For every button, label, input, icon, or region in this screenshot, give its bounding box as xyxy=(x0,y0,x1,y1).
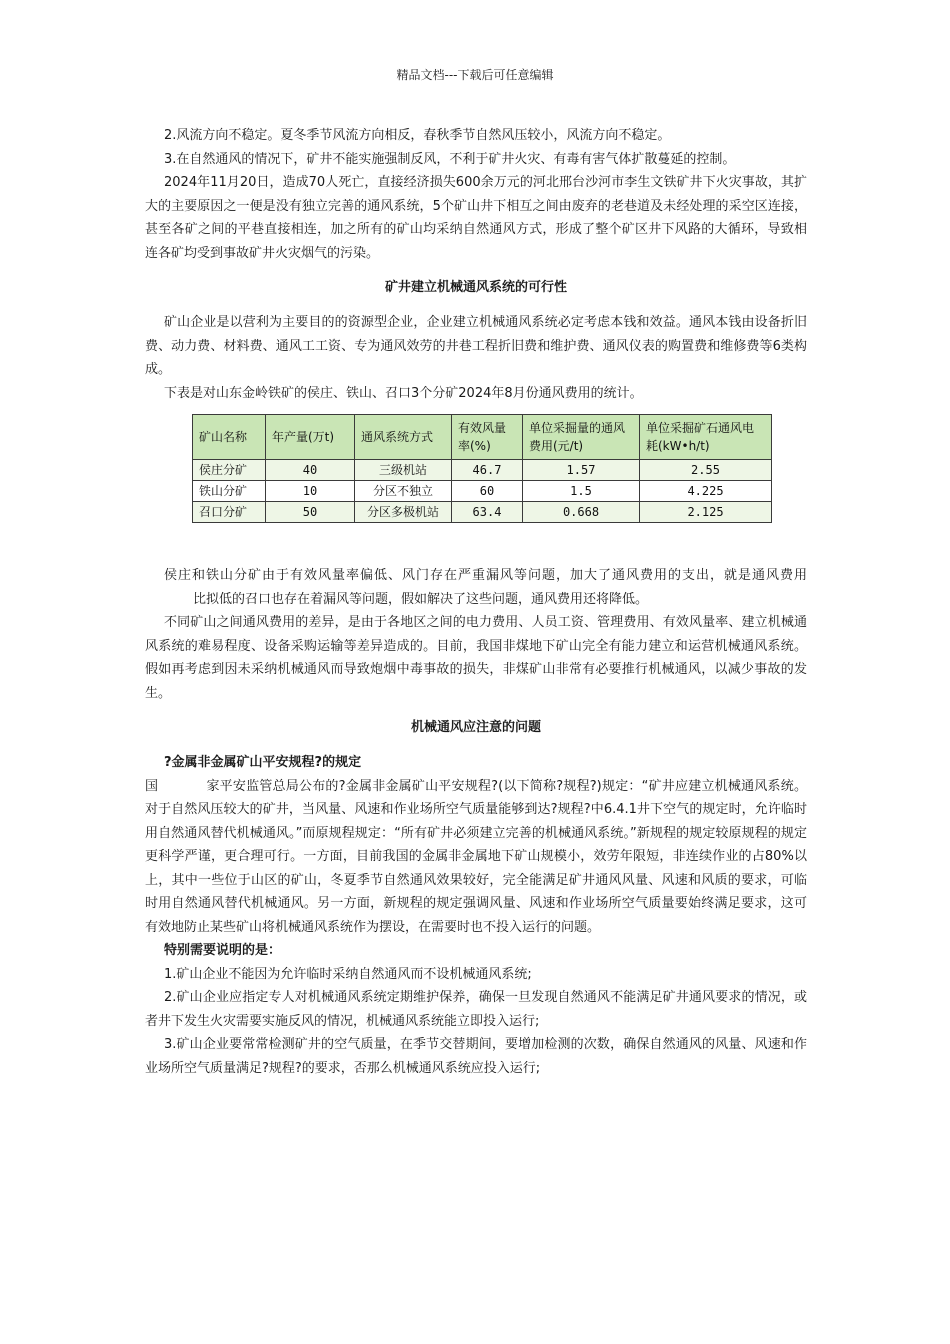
paragraph: 2.矿山企业应指定专人对机械通风系统定期维护保养，确保一旦发现自然通风不能满足矿井通风要求的情况，或者井下发生火灾需要实施反风的情况，机械通风系统能立即投入运行; xyxy=(145,990,807,1029)
table-cell: 50 xyxy=(266,502,355,523)
table-cell: 召口分矿 xyxy=(193,502,266,523)
paragraph: 2.风流方向不稳定。夏冬季节风流方向相反，春秋季节自然风压较小，风流方向不稳定。 xyxy=(164,128,671,143)
table-cell: 1.5 xyxy=(523,481,640,502)
paragraph xyxy=(145,775,807,940)
table-cell: 0.668 xyxy=(523,502,640,523)
cost-table-container xyxy=(192,414,807,523)
table-cell: 1.57 xyxy=(523,460,640,481)
subsection-title: ?金属非金属矿山平安规程?的规定 xyxy=(164,755,362,770)
paragraph-text: 侯庄和铁山分矿由于有效风量率偏低、风门存在严重漏风等问题，加大了通风费用的支出，就是通风费用 xyxy=(164,568,807,583)
column-header: 单位采掘量的通风费用(元/t) xyxy=(523,415,640,460)
column-header: 矿山名称 xyxy=(193,415,266,460)
column-header: 通风系统方式 xyxy=(355,415,452,460)
paragraph: 1.矿山企业不能因为允许临时采纳自然通风而不设机械通风系统; xyxy=(164,966,532,982)
table-cell: 40 xyxy=(266,460,355,481)
paragraph-text: 比拟低的召口也存在着漏风等问题，假如解决了这些问题，通风费用还将降低。 xyxy=(193,591,649,607)
paragraph: 下表是对山东金岭铁矿的侯庄、铁山、召口3个分矿2024年8月份通风费用的统计。 xyxy=(164,385,643,401)
table-cell: 63.4 xyxy=(452,502,523,523)
table-cell: 铁山分矿 xyxy=(193,481,266,502)
table-cell: 分区多极机站 xyxy=(355,502,452,523)
table-row xyxy=(193,502,772,523)
note-title: 特别需要说明的是： xyxy=(164,943,282,958)
document-body xyxy=(145,124,807,1080)
paragraph-text: 家平安监管总局公布的?金属非金属矿山平安规程?(以下简称?规程?)规定：“矿井应建立机械通风系统。对于自然风压较大的矿井，当风量、风速和作业场所空气质量能够到达?规程?中6.4.1井下空气的规定时，允许临时用自然通风替代机械通风。”而原规程规定：“所有矿井必须建立完善的机械通风系统。”新规程的规定较原规程的规定更科学严谨，更合理可行。一方面，目前我国的金属非金属地下矿山规模小，效劳年限短，非连续作业的占80%以上，其中一些位于山区的矿山，冬夏季节自然通风效果较好，完全能满足矿井通风风量、风速和风质的要求，可临时用自然通风替代机械通风。另一方面，新规程的规定强调风量、风速和作业场所空气质量要始终满足要求，这可有效地防止某些矿山将机械通风系统作为摆设，在需要时也不投入运行的问题。 xyxy=(145,778,807,935)
table-cell: 2.125 xyxy=(640,502,772,523)
table-row xyxy=(193,481,772,502)
table-header-row xyxy=(193,415,772,460)
paragraph-text: 国 xyxy=(145,778,159,794)
table-cell: 2.55 xyxy=(640,460,772,481)
paragraph: 3.在自然通风的情况下，矿井不能实施强制反风，不利于矿井火灾、有毒有害气体扩散蔓延的控制。 xyxy=(164,151,736,167)
section-title: 矿井建立机械通风系统的可行性 xyxy=(384,280,567,295)
paragraph xyxy=(145,564,807,611)
paragraph: 3.矿山企业要常常检测矿井的空气质量，在季节交替期间，要增加检测的次数，确保自然通风的风量、风速和作业场所空气质量满足?规程?的要求，否那么机械通风系统应投入运行; xyxy=(145,1037,807,1076)
column-header: 年产量(万t) xyxy=(266,415,355,460)
table-cell: 三级机站 xyxy=(355,460,452,481)
table-cell: 10 xyxy=(266,481,355,502)
table-cell: 分区不独立 xyxy=(355,481,452,502)
table-cell: 60 xyxy=(452,481,523,502)
ventilation-cost-table xyxy=(192,414,772,523)
table-row xyxy=(193,460,772,481)
column-header: 单位采掘矿石通风电耗(kW•h/t) xyxy=(640,415,772,460)
paragraph: 2024年11月20日，造成70人死亡，直接经济损失600余万元的河北邢台沙河市李生文铁矿井下火灾事故，其扩大的主要原因之一便是没有独立完善的通风系统，5个矿山井下相互之间由废弃的老巷道及未经处理的采空区连接，甚至各矿之间的平巷直接相连，加之所有的矿山均采纳自然通风方式，形成了整个矿区井下风路的大循环，导致相连各矿均受到事故矿井火灾烟气的污染。 xyxy=(145,175,807,261)
column-header: 有效风量率(%) xyxy=(452,415,523,460)
table-cell: 4.225 xyxy=(640,481,772,502)
paragraph: 不同矿山之间通风费用的差异，是由于各地区之间的电力费用、人员工资、管理费用、有效风量率、建立机械通风系统的难易程度、设备采购运输等差异造成的。目前，我国非煤地下矿山完全有能力建立和运营机械通风系统。假如再考虑到因未采纳机械通风而导致炮烟中毒事故的损失，非煤矿山非常有必要推行机械通风，以减少事故的发生。 xyxy=(145,615,807,701)
table-cell: 46.7 xyxy=(452,460,523,481)
paragraph: 矿山企业是以营利为主要目的的资源型企业，企业建立机械通风系统必定考虑本钱和效益。通风本钱由设备折旧费、动力费、材料费、通风工工资、专为通风效劳的井巷工程折旧费和维护费、通风仪表的购置费和维修费等6类构成。 xyxy=(145,315,807,377)
table-cell: 侯庄分矿 xyxy=(193,460,266,481)
page-header: 精品文档---下载后可任意编辑 xyxy=(396,68,554,82)
section-title: 机械通风应注意的问题 xyxy=(410,720,541,735)
